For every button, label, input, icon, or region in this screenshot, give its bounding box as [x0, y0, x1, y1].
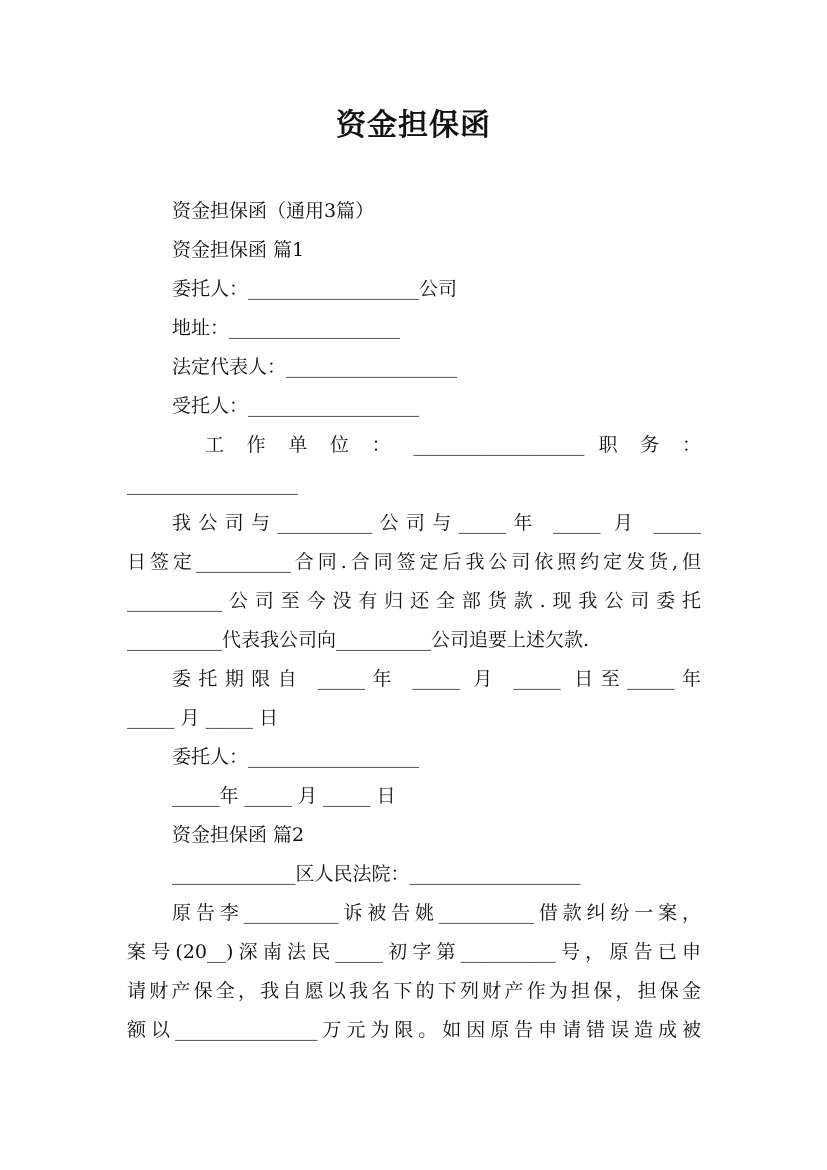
section-heading-2: 资金担保函 篇2: [172, 824, 305, 846]
body-paragraph-line: __________代表我公司向__________公司追要上述欠款.: [127, 629, 590, 651]
date-line: _____年 _____ 月 _____ 日: [172, 785, 396, 807]
employer-position-line: 工 作 单 位 ： __________________ 职 务 ：: [205, 434, 701, 456]
body-paragraph-line: 我公司与__________公司与_____年 _____ 月 _____: [172, 512, 701, 534]
term-line: 委托期限自 _____年 _____ 月 _____ 日至_____年: [172, 668, 701, 690]
court-addressee-line: _____________区人民法院：__________________: [172, 863, 581, 885]
position-blank-line: __________________: [127, 473, 298, 495]
term-line: _____ 月 _____ 日: [127, 707, 279, 729]
legal-representative-line: 法定代表人：__________________: [172, 356, 458, 378]
address-line: 地址：__________________: [172, 317, 401, 339]
subtitle: 资金担保函（通用3篇）: [172, 200, 375, 222]
agent-line: 受托人：__________________: [172, 395, 420, 417]
body-paragraph-line: __________公司至今没有归还全部货款.现我公司委托: [127, 590, 701, 612]
document-title: 资金担保函: [336, 108, 491, 143]
body-paragraph-line: 请财产保全，我自愿以我名下的下列财产作为担保，担保金: [127, 980, 701, 1002]
principal-signature-line: 委托人：__________________: [172, 746, 420, 768]
body-paragraph-line: 案号(20__)深南法民_____初字第__________号，原告已申: [127, 941, 701, 963]
body-paragraph-line: 额以_______________万元为限。如因原告申请错误造成被: [127, 1019, 701, 1041]
principal-line: 委托人：__________________公司: [172, 278, 458, 300]
section-heading-1: 资金担保函 篇1: [172, 239, 305, 261]
body-paragraph-line: 日签定__________合同.合同签定后我公司依照约定发货,但: [127, 551, 701, 573]
body-paragraph-line: 原告李__________诉被告姚__________借款纠纷一案，: [172, 902, 701, 924]
